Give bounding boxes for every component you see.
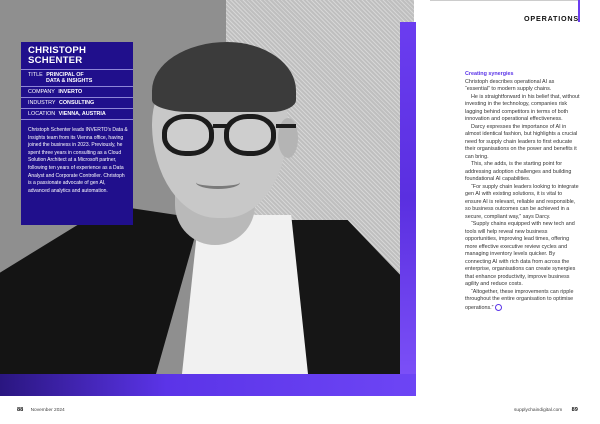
fact-value: VIENNA, AUSTRIA: [58, 111, 106, 117]
footer-left: [17, 407, 65, 413]
page-number-right: 89: [571, 407, 578, 413]
fact-key: COMPANY: [28, 89, 55, 95]
page-number-left: 88: [17, 407, 24, 413]
fact-value: CONSULTING: [58, 100, 95, 106]
section-label: OPERATIONS: [524, 14, 579, 23]
fact-industry: [21, 97, 133, 108]
article-paragraph: Darcy expresses the importance of AI in almost identical fashion, but highlights a crucial need for supply chain leaders to first educate their organisations on the power and benefits it can bring.: [465, 123, 578, 160]
fact-key: TITLE: [28, 72, 43, 78]
glasses-arm: [276, 124, 296, 128]
fact-value-line2: DATA & INSIGHTS: [46, 78, 93, 84]
article-column: [465, 71, 580, 312]
fact-value: INVERTO: [58, 89, 83, 95]
fact-location: [21, 108, 133, 120]
article-paragraph: “For supply chain leaders looking to integrate gen AI with existing solutions, it is vital to ensure AI is relevant, reliable and responsible, so business outcomes can be achieved in a secure, compliant way,” says Darcy.: [465, 183, 579, 220]
article-paragraph: He is straightforward in his belief that, without investing in the technology, companies risk lagging behind competitors in terms of both innovation and operational effectiveness.: [465, 93, 580, 122]
fact-company: [21, 86, 133, 97]
glasses-right-lens: [224, 114, 276, 156]
purple-side-strip: [400, 22, 416, 374]
header-rule: [430, 0, 580, 1]
fact-value: PRINCIPAL OF: [46, 72, 84, 78]
issue-date: November 2024: [30, 408, 65, 413]
footer-right: [514, 407, 578, 413]
fact-title: [21, 69, 133, 86]
profile-name: [28, 46, 132, 66]
profile-bio: Christoph Schenter leads INVERTO's Data & Insights team from its Vienna office, having joined the business in 2023. Previously, he spent three years in consulting as a Cloud Solution Architect at a Microsoft partner, following ten years of experience as a Data Analyst and Corporate Controller. Christoph is a passionate advocate of gen AI, advanced analytics and automation.: [28, 127, 128, 194]
article-subheading: Creating synergies: [465, 71, 514, 77]
article-paragraph: Christoph describes operational AI as “essential” to modern supply chains.: [465, 78, 555, 92]
article-paragraph: This, she adds, is the starting point for addressing adoption challenges and building foundational AI capabilities.: [465, 161, 572, 182]
profile-facts: [21, 69, 133, 120]
website-link[interactable]: supplychaindigital.com: [514, 408, 563, 413]
profile-name-last: SCHENTER: [28, 55, 83, 66]
article-paragraph: “Supply chains equipped with new tech and tools will help reveal new business opportunities, improving lead times, offering more effective executive review cycles and managing inventory levels quicker. By connecting AI with rich data from across the enterprise, organisations can create synergies that enhance productivity, improve business agility and reduce costs.: [465, 221, 576, 287]
purple-bottom-strip: [0, 374, 416, 396]
fact-key: LOCATION: [28, 111, 56, 117]
profile-name-first: CHRISTOPH: [28, 45, 87, 56]
glasses-left-lens: [162, 114, 214, 156]
fact-key: INDUSTRY: [28, 100, 56, 106]
end-mark-icon: [495, 304, 502, 311]
jacket-left: [0, 205, 200, 374]
glasses-bridge: [213, 124, 227, 128]
article-paragraph-text: “Altogether, these improvements can ripple throughout the entire organisation to optimise operations.”: [465, 288, 574, 311]
mouth: [196, 176, 240, 189]
article-paragraph-last: [465, 289, 580, 312]
